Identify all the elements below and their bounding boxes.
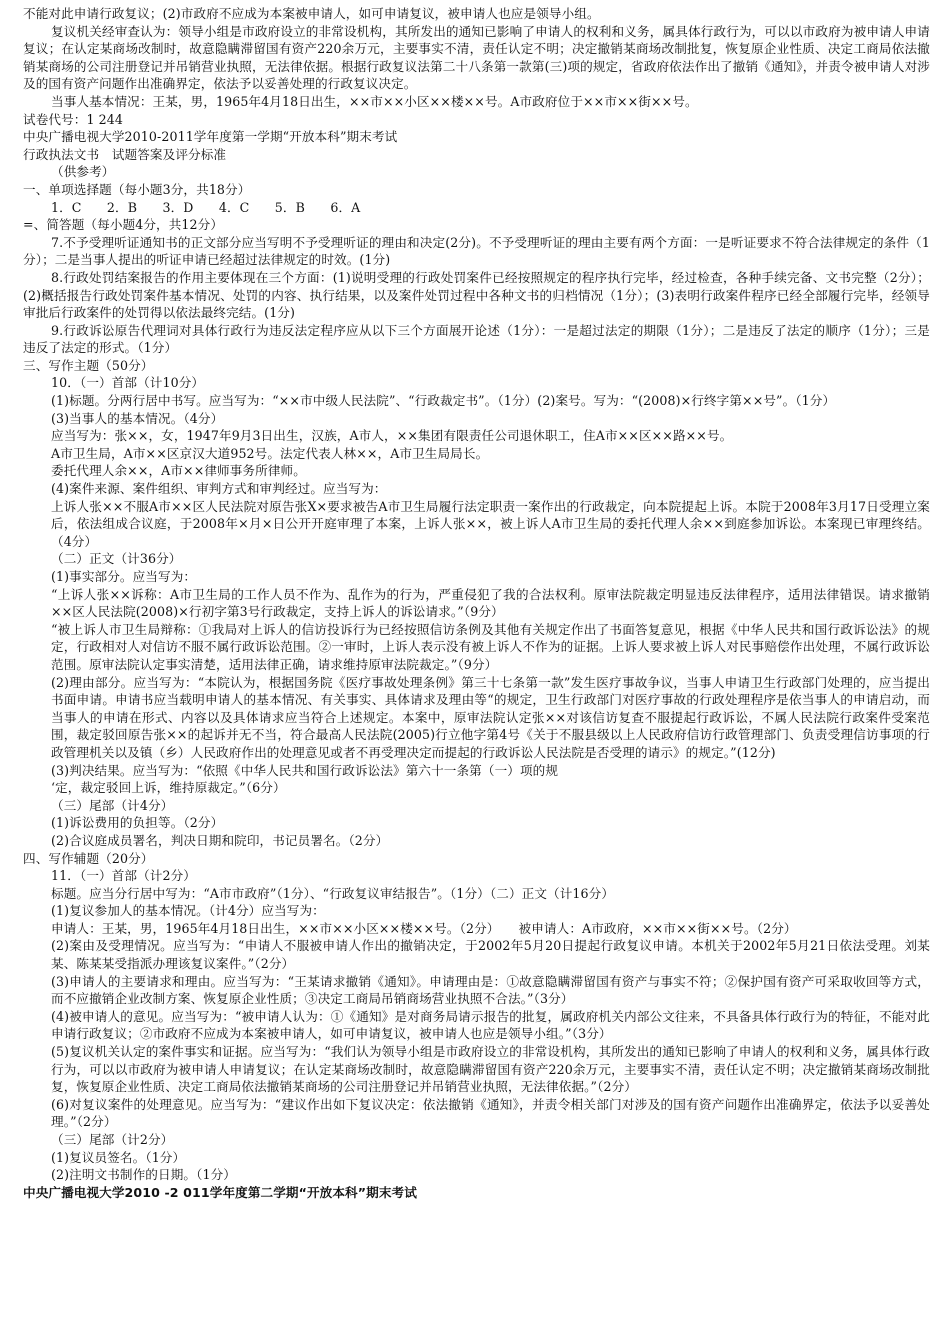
paragraph: 当事人基本情况：王某，男，1965年4月18日出生，××市××小区××楼××号。A市政府位于××市××街××号。	[51, 93, 698, 109]
paragraph: （三）尾部（计4分）	[51, 797, 174, 813]
paragraph: (3)当事人的基本情况。（4分）	[51, 410, 224, 426]
paragraph: 8.行政处罚结案报告的作用主要体现在三个方面：(1)说明受理的行政处罚案件已经按照规定的程序执行完毕，经过检查，各种手续完备、文书完整（2分）；(2)概括报告行政处罚案件基本情况、处罚的内容、执行结果，以及案件处罚过程中各种文书的归档情况（1分）；(3)表明行政案件程序已经全部履行完毕，经领导审批后行政案件的处罚得以依法最终完结。(1分)	[23, 269, 930, 321]
paragraph: （供参考）	[51, 164, 115, 180]
paragraph: ‘定，裁定驳回上诉，维持原裁定。”（6分）	[51, 780, 286, 796]
paragraph: “被上诉人市卫生局辩称：①我局对上诉人的信访投诉行为已经按照信访条例及其他有关规定作出了书面答复意见，根据《中华人民共和国行政诉讼法》的规定，行政相对人对信访不服不属行政诉讼范围。②一审时，上诉人表示没有被上诉人不作为的证据。上诉人要求被上诉人对民事赔偿作出处理，不属行政诉讼范围。原审法院认定事实清楚，适用法律正确，请求维持原审法院裁定。”（9分）	[51, 621, 930, 672]
paragraph: (3)判决结果。应当写为：“依照《中华人民共和国行政诉讼法》第六十一条第（一）项的规	[51, 762, 559, 778]
paragraph: 10．（一）首部（计10分）	[51, 375, 205, 391]
paragraph: (2)注明文书制作的日期。（1分）	[51, 1167, 236, 1183]
paragraph: 11．（一）首部（计2分）	[51, 868, 196, 884]
paragraph: (1)诉讼费用的负担等。（2分）	[51, 815, 224, 831]
paragraph: =、简答题（每小题4分，共12分）	[23, 217, 224, 233]
paragraph: (1)复议员签名。（1分）	[51, 1149, 186, 1165]
paragraph: (6)对复议案件的处理意见。应当写为：“建议作出如下复议决定：依法撤销《通知》，并责令相关部门对涉及的国有资产问题作出准确界定，依法予以妥善处理。”（2分）	[51, 1096, 930, 1130]
paragraph: (4)被申请人的意见。应当写为：“被申请人认为：①《通知》是对商务局请示报告的批复，属政府机关内部公文往来，不具备具体行政行为的特征，不能对此申请行政复议；②市政府不应成为本案被申请人，如可申请复议，被申请人也应是领导小组。”（3分）	[51, 1008, 930, 1042]
paragraph: 复议机关经审查认为：领导小组是市政府设立的非常设机构，其所发出的通知已影响了申请人的权利和义务，属具体行政行为，可以以市政府为被申请人申请复议；在认定某商场改制时，故意隐瞒滞留国有资产220余万元，主要事实不清，责任认定不明；决定撤销某商场改制批复，恢复原企业性质、决定工商局依法撤销某商场的公司注册登记并吊销营业执照，无法律依据。根据行政复议法第二十八条第一款第(三)项的规定，省政府依法作出了撤销《通知》，并责令被申请人对涉及的国有资产问题作出准确界定，依法予以妥善处理的行政复议决定。	[23, 23, 930, 92]
paragraph: 不能对此申请行政复议；(2)市政府不应成为本案被申请人，如可申请复议，被申请人也应是领导小组。	[23, 6, 600, 21]
paragraph: （二）正文（计36分）	[51, 551, 182, 567]
paragraph: 9.行政诉讼原告代理词对具体行政行为违反法定程序应从以下三个方面展开论述（1分）：一是超过法定的期限（1分）；二是违反了法定的顺序（1分）；三是违反了法定的形式。（1分）	[23, 322, 930, 356]
paragraph: (2)案由及受理情况。应当写为：“申请人不服被申请人作出的撤销决定，于2002年5月20日提起行政复议申请。本机关于2002年5月21日依法受理。刘某某、陈某某受指派办理该复议案件。”（2分）	[51, 938, 930, 972]
paragraph: (2)合议庭成员署名，判决日期和院印，书记员署名。（2分）	[51, 832, 389, 848]
paragraph: （三）尾部（计2分）	[51, 1132, 174, 1147]
paragraph: 行政执法文书 试题答案及评分标准	[23, 146, 227, 162]
paragraph: (2)理由部分。应当写为：“本院认为，根据国务院《医疗事故处理条例》第三十七条第一款”发生医疗事故争议，当事人申请卫生行政部门处理的，应当提出书面申请。申请书应当载明申请人的基本情况、有关事实、具体请求及理由等“的规定，卫生行政部门对医疗事故的行政处理程序是依当事人的申请启动，而当事人的申请在形式、内容以及具体请求应当符合上述规定。本案中，原审法院认定张××对该信访复查不服提起行政诉讼，不属人民法院行政案件受案范围，裁定驳回原告张××的起诉并无不当，符合最高人民法院(2005)行立他字第4号《关于不服县级以上人民政府信访行政管理部门、负责受理信访事项的行政管理机关以及镇（乡）人民政府作出的处理意见或者不再受理决定而提起的行政诉讼人民法院是否受理的请示》的规定。”(12分)	[51, 674, 930, 760]
paragraph: (1)复议参加人的基本情况。（计4分）应当写为：	[51, 903, 325, 919]
paragraph: 三、写作主题（50分）	[23, 357, 154, 373]
paragraph: “上诉人张××诉称：A市卫生局的工作人员不作为、乱作为的行为，严重侵犯了我的合法权利。原审法院裁定明显违反法律程序，适用法律错误。请求撤销××区人民法院(2008)×行初字第3号行政裁定，支持上诉人的诉讼请求。”（9分）	[51, 586, 930, 620]
paragraph: 1．C 2．B 3．D 4．C 5．B 6．A	[51, 199, 361, 215]
paragraph: 7.不予受理听证通知书的正文部分应当写明不予受理听证的理由和决定(2分)。不予受理听证的理由主要有两个方面：一是听证要求不符合法律规定的条件（1分）；二是当事人提出的听证申请已经超过法律规定的时效。(1分)	[23, 234, 930, 268]
paragraph: A市卫生局，A市××区京汉大道952号。法定代表人林××，A市卫生局局长。	[51, 445, 489, 461]
paragraph: 申请人：王某，男，1965年4月18日出生，××市××小区××楼××号。（2分） 被申请人：A市政府，××市××街××号。（2分）	[51, 920, 797, 936]
document-page	[23, 5, 930, 1201]
paragraph: 一、单项选择题（每小题3分，共18分）	[23, 181, 251, 197]
paragraph: 四、写作辅题（20分）	[23, 850, 154, 866]
paragraph: 标题。应当分行居中写为：“A市市政府”（1分）、“行政复议审结报告”。（1分）（二）正文（计16分）	[51, 885, 615, 901]
paragraph: 中央广播电视大学2010 -2 011学年度第二学期“开放本科”期末考试	[23, 1184, 417, 1200]
paragraph: (4)案件来源、案件组织、审判方式和审判经过。应当写为：	[51, 481, 387, 497]
paragraph: (3)申请人的主要请求和理由。应当写为：“王某请求撤销《通知》。申请理由是：①故意隐瞒滞留国有资产与事实不符；②保护国有资产可采取收回等方式，而不应撤销企业改制方案、恢复原企业性质；③决定工商局吊销商场营业执照不合法。”（3分）	[51, 973, 930, 1007]
paragraph: 上诉人张××不服A市××区人民法院对原告张X×要求被告A市卫生局履行法定职责一案作出的行政裁定，向本院提起上诉。本院于2008年3月17日受理立案后，依法组成合议庭，于2008年×月×日公开开庭审理了本案，上诉人张××，被上诉人A市卫生局的委托代理人余××到庭参加诉讼。本案现已审理终结。（4分）	[51, 498, 930, 549]
paragraph: 中央广播电视大学2010-2011学年度第一学期“开放本科”期末考试	[23, 129, 398, 145]
paragraph: 委托代理人余××，A市××律师事务所律师。	[51, 463, 306, 479]
paragraph: (5)复议机关认定的案件事实和证据。应当写为：“我们认为领导小组是市政府设立的非常设机构，其所发出的通知已影响了申请人的权利和义务，属具体行政行为，可以以市政府为被申请人申请复议；在认定某商场改制时，故意隐瞒滞留国有资产220余万元，主要事实不清，责任认定不明；决定撤销某商场改制批复，恢复原企业性质、决定工商局依法撤销某商场的公司注册登记并吊销营业执照，无法律依据。”（2分）	[51, 1044, 930, 1095]
paragraph: 应当写为：张××，女，1947年9月3日出生，汉族，A市人，××集团有限责任公司退休职工，住A市××区××路××号。	[51, 428, 733, 444]
paragraph: (1)标题。分两行居中书写。应当写为：“××市中级人民法院”、“行政裁定书”。（1分）(2)案号。写为：“(2008)×行终字第××号”。（1分）	[51, 393, 836, 409]
paragraph: 试卷代号：1 244	[23, 111, 124, 127]
paragraph: (1)事实部分。应当写为：	[51, 569, 197, 584]
